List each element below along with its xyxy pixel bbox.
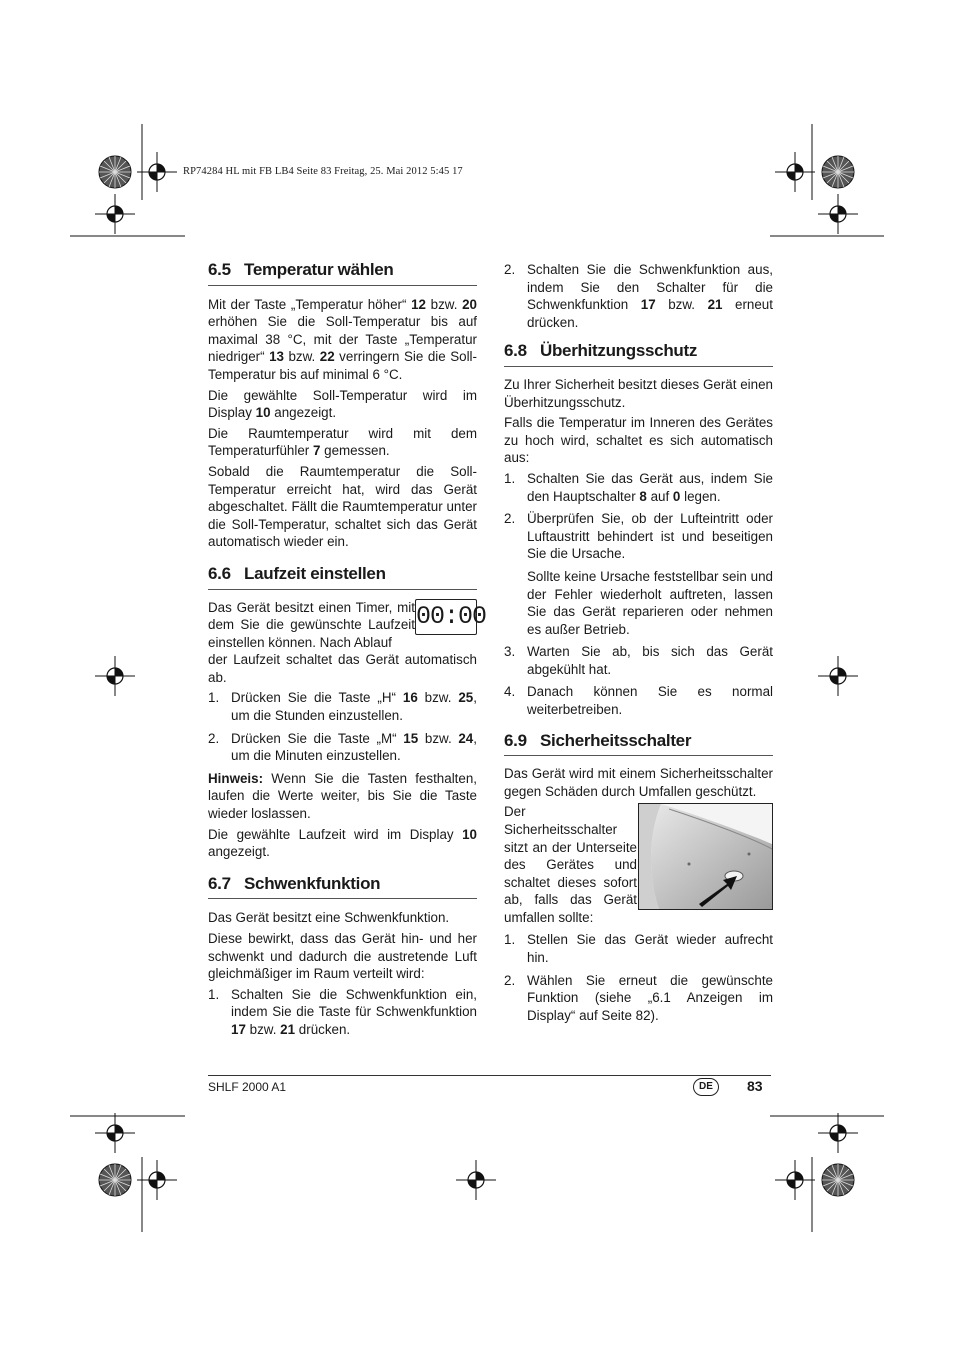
bold-ref: 24: [458, 730, 474, 746]
timer-display-icon: 00:00: [415, 599, 477, 635]
bold-ref: 21: [707, 297, 723, 313]
bold-ref: 13: [269, 349, 284, 365]
section-title: Schwenkfunktion: [244, 873, 381, 893]
left-column: [208, 260, 487, 1044]
list-item: [504, 261, 773, 331]
paragraph: Mit der Taste „Temperatur höher“ 12 bzw. 20 erhöhen Sie die Soll-Temperatur bis auf maximal 38 °C, mit der Taste „Temperatur niedriger“ 13 bzw. 22 verringern Sie die Soll-Temperatur bis auf minimal 6 °C.: [208, 296, 477, 382]
section-title: Temperatur wählen: [244, 260, 394, 279]
list-subparagraph: Sollte keine Ursache feststellbar sein und der Fehler wiederholt auftreten, lassen Sie das Gerät reparieren oder nehmen es außer Betrieb.: [527, 568, 773, 637]
bold-ref: 16: [402, 690, 418, 706]
bold-ref: 25: [458, 690, 474, 706]
section-number: 6.9: [504, 730, 527, 750]
section-title: Sicherheitsschalter: [540, 730, 692, 750]
right-column: [504, 261, 773, 1029]
paragraph: Diese bewirkt, dass das Gerät hin- und her schwenkt und dadurch die austretende Luft gleichmäßiger im Raum verteilt wird:: [208, 931, 477, 982]
list-number: 2.: [504, 972, 516, 988]
list-text: Drücken Sie die Taste „M“ 15 bzw. 24, um die Minuten einzustellen.: [231, 730, 477, 764]
paragraph: Das Gerät besitzt einen Timer, mit dem Sie die gewünschte Laufzeit einstellen können. Nach Ablauf: [208, 599, 415, 650]
list-item: [208, 986, 477, 1039]
list-number: 1.: [208, 690, 220, 706]
steps-list: [208, 689, 477, 764]
bold-ref: 17: [640, 297, 656, 313]
bold-ref: 20: [462, 296, 477, 312]
section-6-6-heading: [208, 565, 477, 590]
list-item: [208, 730, 477, 765]
bold-ref: 0: [672, 488, 681, 504]
bold-ref: 15: [403, 730, 419, 746]
list-text: Stellen Sie das Gerät wieder aufrecht hin.: [527, 932, 773, 966]
list-item: [504, 972, 773, 1025]
steps-list-continued: [504, 261, 773, 331]
list-text: Überprüfen Sie, ob der Lufteintritt oder Luftaustritt behindert ist und beseitigen Sie die Ursache.: [527, 511, 773, 562]
list-item: [504, 470, 773, 505]
list-number: 3.: [504, 644, 516, 660]
steps-list: [504, 470, 773, 719]
device-bottom-illustration: [639, 804, 772, 909]
note-paragraph: Hinweis: Wenn Sie die Tasten festhalten, laufen die Werte weiter, bis Sie die Taste wieder loslassen.: [208, 770, 477, 822]
printer-slug-line: RP74284 HL mit FB LB4 Seite 83 Freitag, 25. Mai 2012 5:45 17: [183, 166, 463, 177]
page-number: 83: [747, 1078, 763, 1094]
list-item: [504, 683, 773, 718]
bold-ref: 10: [255, 405, 271, 421]
paragraph: Zu Ihrer Sicherheit besitzt dieses Gerät einen Überhitzungsschutz.: [504, 376, 773, 410]
section-number: 6.5: [208, 260, 231, 279]
bold-ref: 21: [280, 1021, 296, 1037]
list-text: Danach können Sie es normal weiterbetreiben.: [527, 684, 773, 718]
list-text: Wählen Sie erneut die gewünschte Funktion (siehe „6.1 Anzeigen im Display“ auf Seite 82).: [527, 972, 773, 1023]
paragraph: Falls die Temperatur im Inneren des Gerätes zu hoch wird, schaltet es sich automatisch aus:: [504, 415, 773, 466]
paragraph: der Laufzeit schaltet das Gerät automatisch ab.: [208, 652, 477, 685]
list-text: Warten Sie ab, bis sich das Gerät abgekühlt hat.: [527, 644, 773, 677]
bold-ref: 8: [639, 488, 647, 504]
timer-paragraph: [208, 599, 487, 652]
list-number: 2.: [208, 730, 220, 746]
section-number: 6.6: [208, 563, 231, 583]
section-6-7-heading: [208, 875, 477, 900]
section-6-9-heading: [504, 732, 773, 757]
language-badge: DE: [693, 1078, 719, 1096]
section-6-8-heading: [504, 342, 773, 367]
bold-ref: 17: [231, 1021, 246, 1037]
section-number: 6.8: [504, 341, 527, 361]
list-text: Schalten Sie die Schwenkfunktion ein, indem Sie die Taste für Schwenkfunktion 17 bzw. 21 drücken.: [231, 986, 477, 1037]
list-number: 2.: [504, 511, 516, 527]
list-number: 1.: [208, 986, 220, 1002]
list-number: 1.: [504, 470, 516, 486]
section-6-5-heading: [208, 261, 477, 286]
footer-rule: [208, 1075, 771, 1076]
list-item: [504, 510, 773, 638]
list-number: 2.: [504, 262, 516, 277]
paragraph: Sobald die Raumtemperatur die Soll-Temperatur erreicht hat, wird das Gerät abgeschaltet. Fällt die Raumtemperatur unter die Soll-Temperatur, schaltet sich das Gerät automatisch wieder ein.: [208, 463, 477, 550]
section-title: Überhitzungsschutz: [540, 341, 698, 361]
list-text: Schalten Sie die Schwenkfunktion aus, indem Sie den Schalter für die Schwenkfunktion 17 bzw. 21 erneut drücken.: [527, 262, 773, 330]
paragraph: Der Sicherheitsschalter sitzt an der Unterseite des Gerätes und schaltet dieses sofort ab, falls das Gerät umfallen sollte:: [504, 804, 637, 925]
section-number: 6.7: [208, 873, 231, 893]
paragraph: Die Raumtemperatur wird mit dem Temperaturfühler 7 gemessen.: [208, 425, 477, 459]
list-text: Schalten Sie das Gerät aus, indem Sie den Hauptschalter 8 auf 0 legen.: [527, 470, 773, 504]
section-title: Laufzeit einstellen: [244, 563, 386, 583]
paragraph: Das Gerät besitzt eine Schwenkfunktion.: [208, 910, 450, 926]
paragraph: Die gewählte Soll-Temperatur wird im Display 10 angezeigt.: [208, 387, 477, 421]
list-number: 1.: [504, 932, 516, 948]
paragraph: Die gewählte Laufzeit wird im Display 10 angezeigt.: [208, 826, 477, 860]
list-item: [208, 689, 477, 724]
list-item: [504, 931, 773, 966]
safety-switch-photo: [638, 803, 773, 910]
list-number: 4.: [504, 684, 516, 700]
bold-ref: 12: [411, 296, 426, 312]
paragraph: Das Gerät wird mit einem Sicherheitsschalter gegen Schäden durch Umfallen geschützt.: [504, 766, 773, 799]
bold-ref: 22: [319, 349, 335, 365]
bold-ref: 10: [462, 826, 477, 842]
switch-paragraph: [504, 803, 773, 931]
steps-list: [208, 986, 477, 1039]
list-text: Drücken Sie die Taste „H“ 16 bzw. 25, um die Stunden einzustellen.: [231, 690, 477, 724]
footer-model: SHLF 2000 A1: [208, 1080, 287, 1094]
list-item: [504, 643, 773, 678]
bold-ref: Hinweis:: [208, 770, 264, 786]
steps-list: [504, 931, 773, 1024]
bold-ref: 7: [312, 443, 321, 459]
